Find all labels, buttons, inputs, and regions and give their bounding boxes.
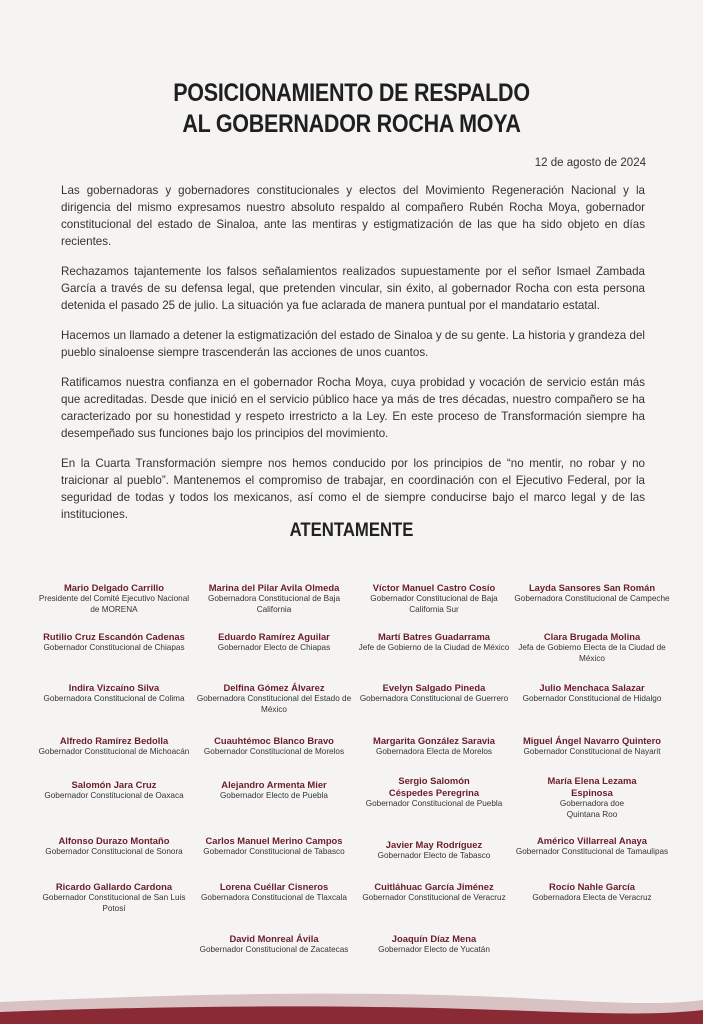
signature-block: [512, 775, 672, 820]
signer-role: Gobernador Constitucional de Nayarit: [523, 747, 661, 756]
signer-role: Jefe de Gobierno de la Ciudad de México: [358, 643, 510, 652]
signer-name: Alejandro Armenta Mier: [221, 779, 327, 790]
signature-block: [194, 631, 354, 654]
signature-block: [354, 933, 514, 956]
signer-role: Gobernador Constitucional de Michoacán: [38, 747, 190, 756]
signer-role: Gobernador Constitucional de Puebla: [365, 799, 503, 808]
signer-role: Gobernador Constitucional de Sonora: [45, 847, 183, 856]
signer-role: Gobernador Electo de Yucatán: [378, 945, 490, 954]
signer-role: Presidente del Comité Ejecutivo Nacional de MORENA: [38, 594, 190, 614]
signature-block: [512, 682, 672, 705]
signer-role: Gobernadora Constitucional de Colima: [43, 694, 185, 703]
signature-block: [354, 582, 514, 615]
paragraph: Rechazamos tajantemente los falsos señalamientos realizados supuestamente por el señor Ismael Zambada García a través de su defensa legal, que pretenden vincular, sin éxito, al gobernador Rocha con esta persona detenida el pasado 25 de julio. La situación ya fue aclarada de manera puntual por el mandatario estatal.: [61, 265, 645, 312]
signer-name: Layda Sansores San Román: [528, 582, 656, 593]
signature-block: [512, 582, 672, 605]
signature-block: [354, 881, 514, 904]
signer-name: Ricardo Gallardo Cardona: [55, 881, 173, 892]
signer-role: Gobernador Constitucional de Oaxaca: [44, 791, 184, 800]
signer-name: Julio Menchaca Salazar: [539, 682, 645, 693]
signer-role: Gobernador Constitucional de Baja California Sur: [370, 594, 498, 614]
signature-block: [194, 735, 354, 758]
signer-role: Gobernador Constitucional de Veracruz: [362, 893, 506, 902]
signer-role: Gobernador Constitucional de Morelos: [203, 747, 345, 756]
signer-role: Gobernadora Constitucional de Tlaxcala: [201, 893, 347, 902]
signer-name: Cuauhtémoc Blanco Bravo: [214, 735, 334, 746]
signature-block: [512, 735, 672, 758]
signer-role: Gobernador Constitucional de San Luis Potosí: [42, 893, 186, 913]
signer-name: Sergio Salomón Céspedes Peregrina: [388, 775, 480, 798]
signer-name: Margarita González Saravia: [373, 735, 495, 746]
signature-block: [34, 881, 194, 914]
signature-block: [34, 835, 194, 858]
signer-role: Gobernador Electo de Chiapas: [217, 643, 331, 652]
signer-role: Gobernador Electo de Tabasco: [377, 851, 491, 860]
signer-role: Gobernador Constitucional de Chiapas: [43, 643, 185, 652]
paragraph: Hacemos un llamado a detener la estigmatización del estado de Sinaloa y de su gente. La historia y grandeza del pueblo sinaloense siempre trascenderán las acciones de unos cuantos.: [61, 329, 645, 359]
signature-block: [194, 933, 354, 956]
paragraph: Ratificamos nuestra confianza en el gobernador Rocha Moya, cuya probidad y vocación de servicio están más que acreditadas. Desde que inició en el servicio público hace ya más de tres décadas, nuestro compañero se ha caracterizado por su honestidad y respeto irrestricto a la Ley. En este proceso de Transformación siempre ha desempeñado sus funciones bajo los principios del movimiento.: [61, 376, 645, 440]
signature-block: [512, 881, 672, 904]
signer-role: Gobernadora Constitucional de Campeche: [514, 594, 670, 603]
signer-name: Víctor Manuel Castro Cosío: [372, 582, 496, 593]
signer-role: Gobernadora Electa de Veracruz: [532, 893, 652, 902]
signer-name: Clara Brugada Molina: [543, 631, 641, 642]
signature-block: [194, 779, 354, 802]
signer-name: Javier May Rodríguez: [385, 839, 483, 850]
paragraph: Las gobernadoras y gobernadores constitucionales y electos del Movimiento Regeneración Nacional y la dirigencia del mismo expresamos nuestro absoluto respaldo al compañero Rubén Rocha Moya, gobernador constitucional del estado de Sinaloa, ante las mentiras y estigmatización de las que ha sido objeto en días recientes.: [61, 184, 645, 248]
signature-block: [354, 682, 514, 705]
signer-role: Gobernadora Constitucional del Estado de México: [196, 694, 352, 714]
signer-role: Gobernadora doe Quintana Roo: [559, 799, 625, 819]
document-title: [49, 78, 654, 140]
signer-name: Carlos Manuel Merino Campos: [205, 835, 343, 846]
signer-name: Evelyn Salgado Pineda: [382, 682, 486, 693]
signature-block: [512, 835, 672, 858]
signer-role: Gobernadora Constitucional de Baja California: [208, 594, 340, 614]
paragraph: En la Cuarta Transformación siempre nos hemos conducido por los principios de “no mentir, no robar y no traicionar al pueblo”. Mantenemos el compromiso de trabajar, en coordinación con el Ejecutivo Federal, por la seguridad de todas y todos los mexicanos, así como el de siempre conducirse bajo el marco legal y de las instituciones.: [61, 457, 645, 521]
signer-role: Gobernador Constitucional de Zacatecas: [199, 945, 349, 954]
signer-role: Jefa de Gobierno Electa de la Ciudad de México: [518, 643, 666, 663]
signer-name: Delfina Gómez Álvarez: [223, 682, 325, 693]
signature-block: [194, 835, 354, 858]
title-line-1: POSICIONAMIENTO DE RESPALDO: [173, 79, 530, 107]
signature-block: [354, 631, 514, 654]
signer-name: Rocío Nahle García: [549, 881, 635, 892]
signature-block: [194, 682, 354, 715]
decorative-footer-band: [0, 984, 703, 1024]
signer-name: David Monreal Ávila: [229, 933, 319, 944]
signer-name: María Elena Lezama Espinosa: [547, 775, 637, 798]
signer-role: Gobernador Constitucional de Tamaulipas: [515, 847, 669, 856]
signer-role: Gobernador Constitucional de Tabasco: [203, 847, 345, 856]
signer-name: Miguel Ángel Navarro Quintero: [522, 735, 662, 746]
signer-name: Salomón Jara Cruz: [71, 779, 157, 790]
signer-role: Gobernadora Electa de Morelos: [375, 747, 493, 756]
signature-block: [34, 779, 194, 802]
signature-block: [194, 881, 354, 904]
signature-block: [354, 775, 514, 810]
signer-name: Alfredo Ramírez Bedolla: [59, 735, 169, 746]
signer-name: Mario Delgado Carrillo: [63, 582, 165, 593]
signature-block: [354, 839, 514, 862]
signer-name: Marina del Pilar Avila Olmeda: [208, 582, 340, 593]
signer-role: Gobernadora Constitucional de Guerrero: [359, 694, 509, 703]
signatures-grid: [34, 582, 674, 982]
signer-role: Gobernador Electo de Puebla: [220, 791, 328, 800]
signature-block: [34, 735, 194, 758]
signer-name: Alfonso Durazo Montaño: [58, 835, 170, 846]
signer-name: Lorena Cuéllar Cisneros: [219, 881, 329, 892]
signer-name: Américo Villarreal Anaya: [537, 835, 647, 846]
signer-name: Indira Vizcaíno Silva: [68, 682, 160, 693]
signer-name: Eduardo Ramírez Aguilar: [218, 631, 330, 642]
signer-name: Joaquín Díaz Mena: [391, 933, 477, 944]
signature-block: [34, 682, 194, 705]
signer-name: Rutilio Cruz Escandón Cadenas: [43, 631, 185, 642]
signature-block: [34, 582, 194, 615]
signature-block: [512, 631, 672, 664]
document-body: [61, 182, 645, 536]
signature-block: [354, 735, 514, 758]
signer-role: Gobernador Constitucional de Hidalgo: [522, 694, 662, 703]
signer-name: Martí Batres Guadarrama: [377, 631, 491, 642]
document-date: 12 de agosto de 2024: [534, 157, 646, 169]
title-line-2: AL GOBERNADOR ROCHA MOYA: [182, 110, 521, 138]
signature-block: [34, 631, 194, 654]
signer-name: Cuitláhuac García Jiménez: [374, 881, 494, 892]
signature-block: [194, 582, 354, 615]
closing-heading: ATENTAMENTE: [289, 520, 414, 541]
